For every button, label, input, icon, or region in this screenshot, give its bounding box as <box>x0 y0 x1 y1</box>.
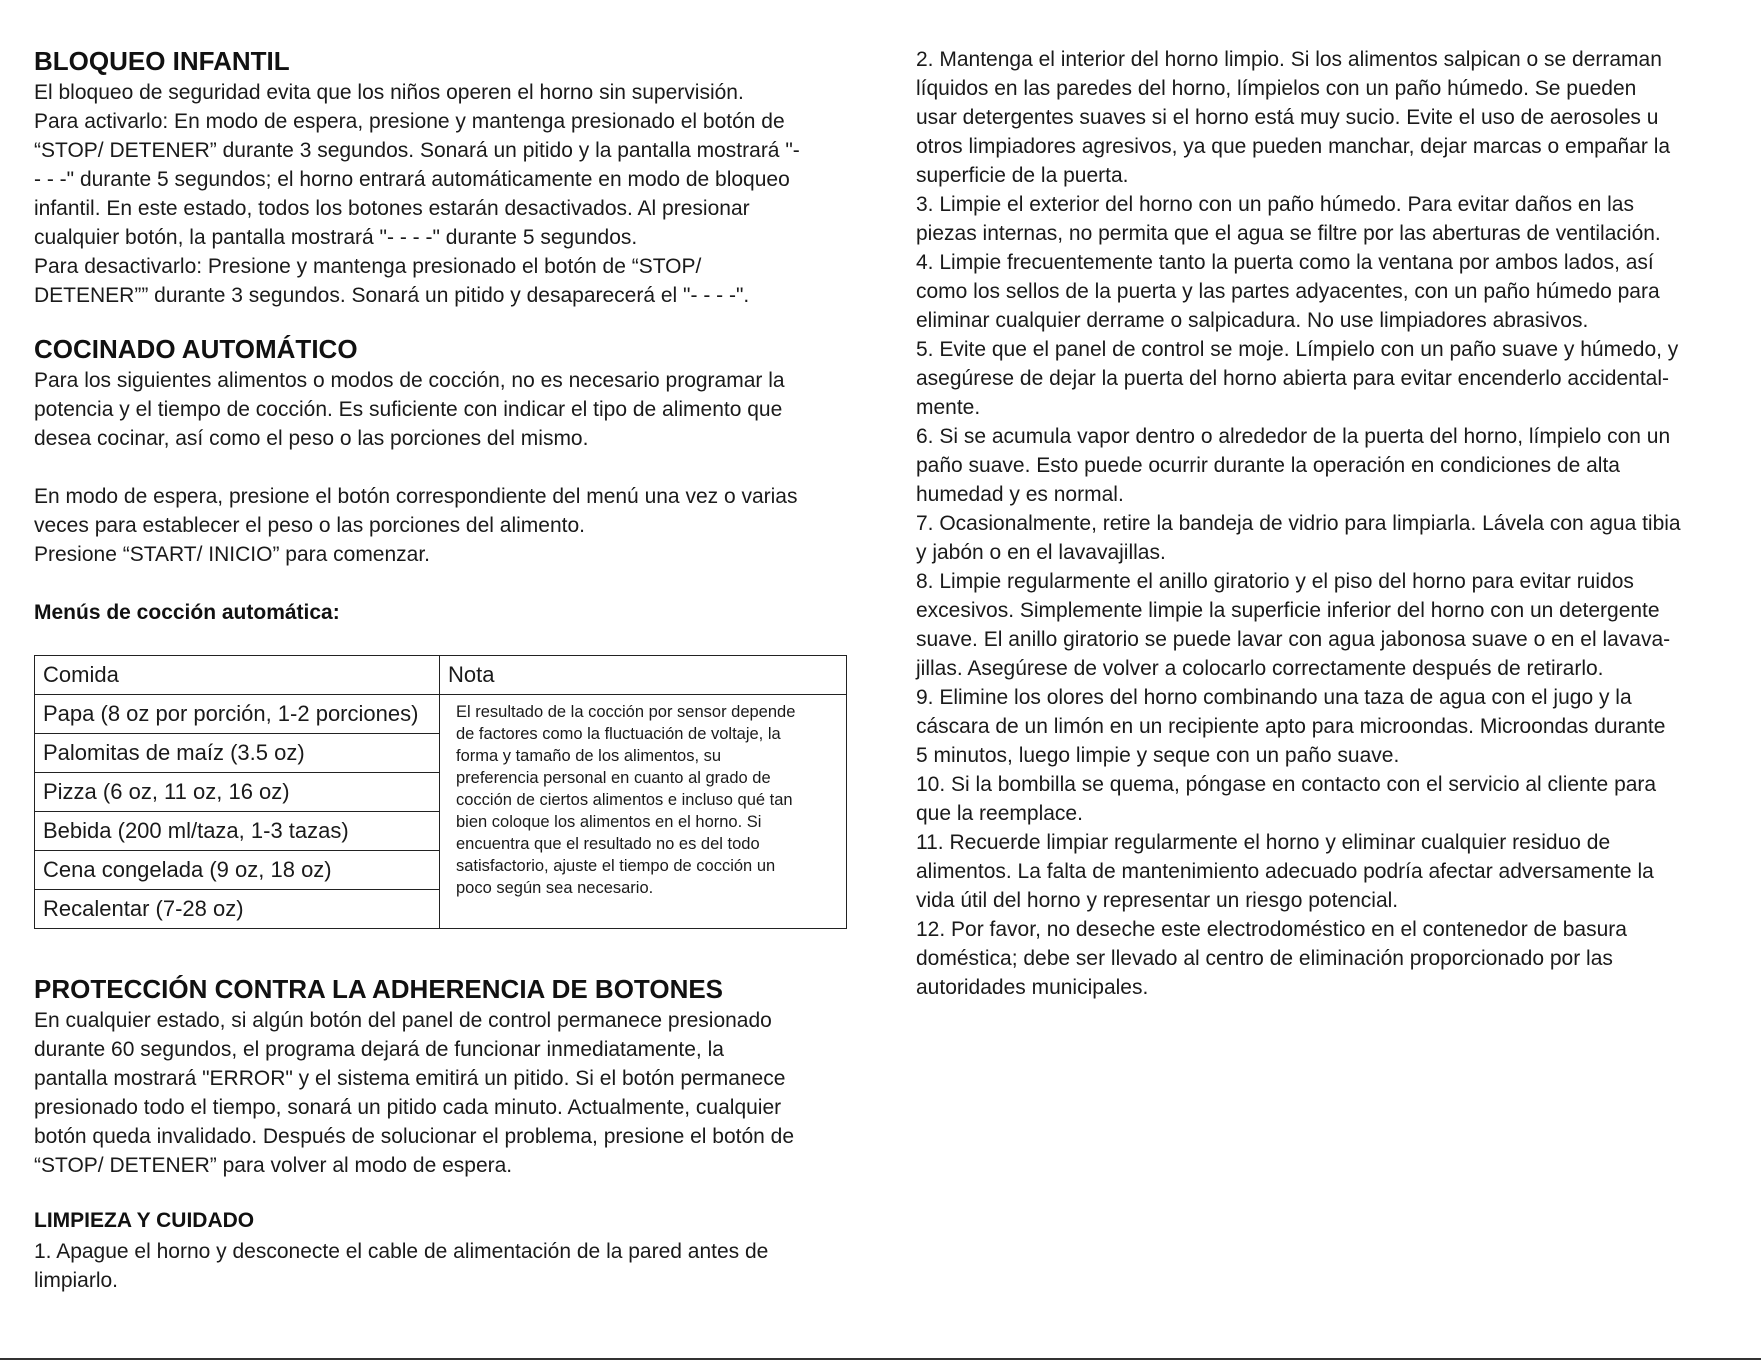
text-line: autoridades municipales. <box>916 976 1149 999</box>
text-line: excesivos. Simplemente limpie la superficie inferior del horno con un detergente <box>916 599 1660 622</box>
text-line: 4. Limpie frecuentemente tanto la puerta como la ventana por ambos lados, así <box>916 251 1654 274</box>
text-line: 5 minutos, luego limpie y seque con un paño suave. <box>916 744 1400 767</box>
note-line: satisfactorio, ajuste el tiempo de cocción un <box>456 857 776 875</box>
note-line: preferencia personal en cuanto al grado de <box>456 769 771 787</box>
text-line: Para los siguientes alimentos o modos de cocción, no es necesario programar la <box>34 369 785 392</box>
text-line: 1. Apague el horno y desconecte el cable de alimentación de la pared antes de <box>34 1240 769 1263</box>
text-line: usar detergentes suaves si el horno está muy sucio. Evite el uso de aerosoles u <box>916 106 1659 129</box>
section-title-button-protection: PROTECCIÓN CONTRA LA ADHERENCIA DE BOTONES <box>34 974 724 1004</box>
text-line: humedad y es normal. <box>916 483 1124 506</box>
child-lock-section <box>34 46 864 310</box>
text-line: suave. El anillo giratorio se puede lavar con agua jabonosa suave o en el lavava- <box>916 628 1671 651</box>
text-line: líquidos en las paredes del horno, límpielos con un paño húmedo. Se pueden <box>916 77 1637 100</box>
table-cell-food: Papa (8 oz por porción, 1-2 porciones) <box>35 695 440 734</box>
text-line: 6. Si se acumula vapor dentro o alrededor de la puerta del horno, límpielo con un <box>916 425 1671 448</box>
page-bottom-rule <box>0 1358 1761 1360</box>
text-line: como los sellos de la puerta y las partes adyacentes, con un paño húmedo para <box>916 280 1660 303</box>
note-line: de factores como la fluctuación de voltaje, la <box>456 725 781 743</box>
table-cell-note <box>440 695 847 929</box>
menus-subtitle: Menús de cocción automática: <box>34 601 340 624</box>
text-line: y jabón o en el lavavajillas. <box>916 541 1166 564</box>
note-line: cocción de ciertos alimentos e incluso qué tan <box>456 791 793 809</box>
text-line: cáscara de un limón en un recipiente apto para microondas. Microondas durante <box>916 715 1666 738</box>
cleaning-section <box>34 1208 864 1295</box>
section-title-cleaning: LIMPIEZA Y CUIDADO <box>34 1209 255 1232</box>
text-line: potencia y el tiempo de cocción. Es suficiente con indicar el tipo de alimento que <box>34 398 783 421</box>
text-line: 3. Limpie el exterior del horno con un paño húmedo. Para evitar daños en las <box>916 193 1634 216</box>
auto-cook-section <box>34 334 864 569</box>
text-line: DETENER”” durante 3 segundos. Sonará un pitido y desaparecerá el "- - - -". <box>34 284 750 307</box>
text-line: 2. Mantenga el interior del horno limpio. Si los alimentos salpican o se derraman <box>916 48 1662 71</box>
text-line: “STOP/ DETENER” durante 3 segundos. Sonará un pitido y la pantalla mostrará "- <box>34 139 800 162</box>
text-line: presionado todo el tiempo, sonará un pitido cada minuto. Actualmente, cualquier <box>34 1096 782 1119</box>
table-cell-food: Bebida (200 ml/taza, 1-3 tazas) <box>35 812 440 851</box>
table-row <box>35 695 847 734</box>
text-line: 10. Si la bombilla se quema, póngase en contacto con el servicio al cliente para <box>916 773 1657 796</box>
table-cell-food: Palomitas de maíz (3.5 oz) <box>35 734 440 773</box>
table-header-note: Nota <box>440 656 847 695</box>
table-header-food: Comida <box>35 656 440 695</box>
text-line: El bloqueo de seguridad evita que los niños operen el horno sin supervisión. <box>34 81 744 104</box>
button-protection-body <box>34 1006 864 1180</box>
text-line: 7. Ocasionalmente, retire la bandeja de vidrio para limpiarla. Lávela con agua tibia <box>916 512 1681 535</box>
right-column <box>916 45 1726 1002</box>
text-line: piezas internas, no permita que el agua se filtre por las aberturas de ventilación. <box>916 222 1661 245</box>
note-line: El resultado de la cocción por sensor depende <box>456 703 796 721</box>
text-line: 8. Limpie regularmente el anillo giratorio y el piso del horno para evitar ruidos <box>916 570 1634 593</box>
text-line: infantil. En este estado, todos los botones estarán desactivados. Al presionar <box>34 197 750 220</box>
text-line: - - -" durante 5 segundos; el horno entrará automáticamente en modo de bloqueo <box>34 168 790 191</box>
table-cell-food: Recalentar (7-28 oz) <box>35 890 440 929</box>
text-line: “STOP/ DETENER” para volver al modo de espera. <box>34 1154 513 1177</box>
cleaning-body <box>34 1237 864 1295</box>
note-line: poco según sea necesario. <box>456 879 654 897</box>
child-lock-body <box>34 78 864 310</box>
button-protection-section <box>34 974 864 1180</box>
text-line: En modo de espera, presione el botón correspondiente del menú una vez o varias <box>34 485 798 508</box>
section-title-auto-cook: COCINADO AUTOMÁTICO <box>34 334 358 364</box>
text-line: Presione “START/ INICIO” para comenzar. <box>34 543 431 566</box>
text-line: jillas. Asegúrese de volver a colocarlo correctamente después de retirarlo. <box>916 657 1604 680</box>
text-line: Para desactivarlo: Presione y mantenga presionado el botón de “STOP/ <box>34 255 702 278</box>
text-line: durante 60 segundos, el programa dejará de funcionar inmediatamente, la <box>34 1038 724 1061</box>
text-line: pantalla mostrará "ERROR" y el sistema emitirá un pitido. Si el botón permanece <box>34 1067 786 1090</box>
table-cell-food: Cena congelada (9 oz, 18 oz) <box>35 851 440 890</box>
text-line: 11. Recuerde limpiar regularmente el horno y eliminar cualquier residuo de <box>916 831 1611 854</box>
section-title-child-lock: BLOQUEO INFANTIL <box>34 46 290 76</box>
text-line: paño suave. Esto puede ocurrir durante la operación en condiciones de alta <box>916 454 1620 477</box>
text-line: limpiarlo. <box>34 1269 119 1292</box>
text-line: superficie de la puerta. <box>916 164 1129 187</box>
text-line: asegúrese de dejar la puerta del horno abierta para evitar encenderlo accidental- <box>916 367 1669 390</box>
auto-cook-instructions <box>34 482 864 569</box>
auto-cook-menu-table <box>34 655 847 929</box>
text-line: eliminar cualquier derrame o salpicadura. No use limpiadores abrasivos. <box>916 309 1589 332</box>
note-line: encuentra que el resultado no es del todo <box>456 835 760 853</box>
text-line: que la reemplace. <box>916 802 1083 825</box>
text-line: cualquier botón, la pantalla mostrará "- - - -" durante 5 segundos. <box>34 226 638 249</box>
text-line: 5. Evite que el panel de control se moje. Límpielo con un paño suave y húmedo, y <box>916 338 1679 361</box>
text-line: otros limpiadores agresivos, ya que pueden manchar, dejar marcas o empañar la <box>916 135 1671 158</box>
text-line: En cualquier estado, si algún botón del panel de control permanece presionado <box>34 1009 772 1032</box>
text-line: veces para establecer el peso o las porciones del alimento. <box>34 514 585 537</box>
cleaning-continued-body <box>916 45 1726 1002</box>
table-header-row <box>35 656 847 695</box>
text-line: botón queda invalidado. Después de solucionar el problema, presione el botón de <box>34 1125 795 1148</box>
text-line: Para activarlo: En modo de espera, presione y mantenga presionado el botón de <box>34 110 785 133</box>
text-line: 12. Por favor, no deseche este electrodoméstico en el contenedor de basura <box>916 918 1627 941</box>
text-line: vida útil del horno y representar un riesgo potencial. <box>916 889 1399 912</box>
auto-cook-intro <box>34 366 864 453</box>
text-line: mente. <box>916 396 981 419</box>
text-line: doméstica; debe ser llevado al centro de eliminación proporcionado por las <box>916 947 1613 970</box>
note-line: bien coloque los alimentos en el horno. Si <box>456 813 762 831</box>
text-line: desea cocinar, así como el peso o las porciones del mismo. <box>34 427 589 450</box>
note-line: forma y tamaño de los alimentos, su <box>456 747 722 765</box>
text-line: alimentos. La falta de mantenimiento adecuado podría afectar adversamente la <box>916 860 1654 883</box>
table-cell-food: Pizza (6 oz, 11 oz, 16 oz) <box>35 773 440 812</box>
text-line: 9. Elimine los olores del horno combinando una taza de agua con el jugo y la <box>916 686 1632 709</box>
